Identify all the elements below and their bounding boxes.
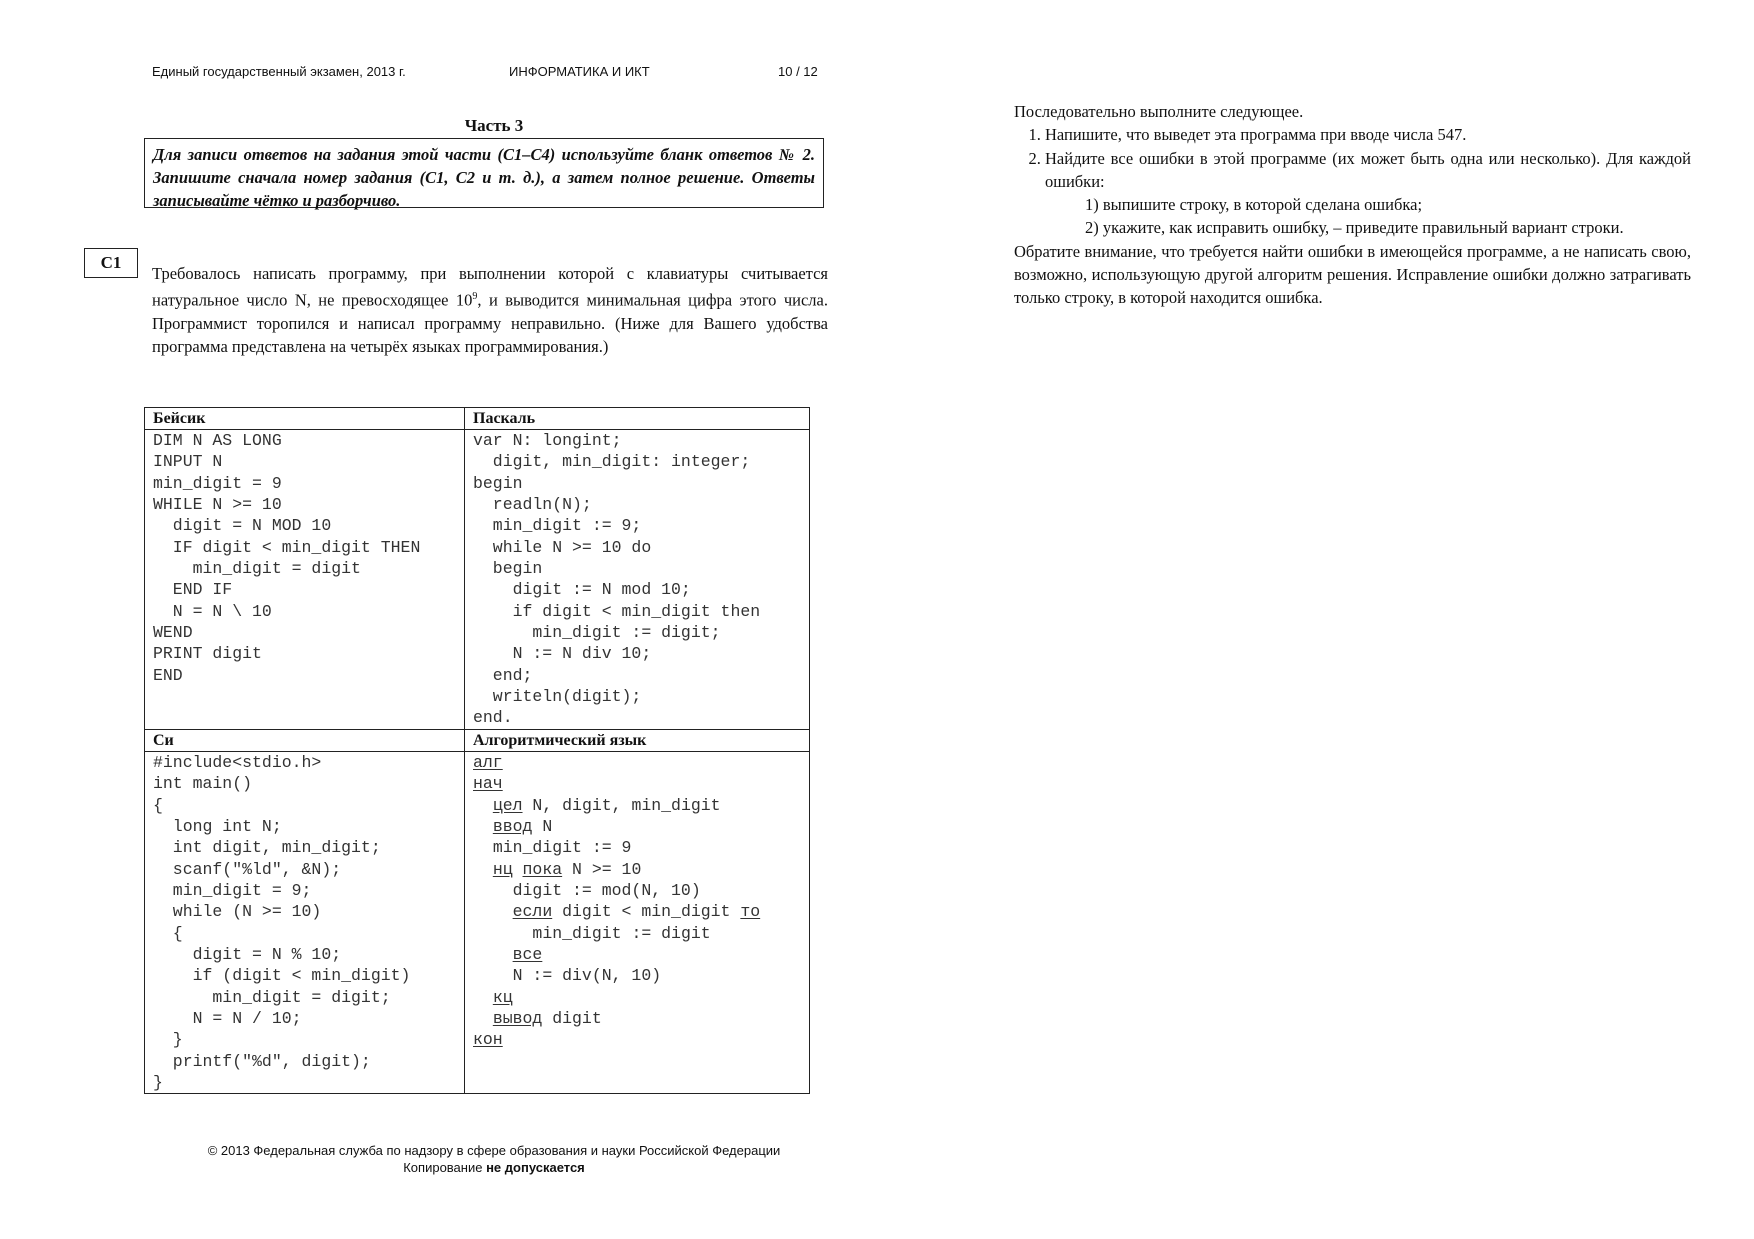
algo-code-line: если digit < min_digit то: [512, 902, 761, 922]
algo-code-line: цел N, digit, min_digit: [492, 795, 721, 815]
algo-code-line: [473, 988, 513, 1007]
algo-keyword: нц: [492, 859, 513, 879]
basic-code: DIM N AS LONG INPUT N min_digit = 9 WHILE N >= 10 digit = N MOD 10 IF digit < min_digit THEN min_digit = digit END IF N = N \ 10 WEND PRINT digit END: [153, 431, 421, 685]
right-note: Обратите внимание, что требуется найти ошибки в имеющейся программе, а не написать свою, возможно, использующую другой алгоритм решения. Исправление ошибки должно затрагивать только строку, в которой находится ошибка.: [1014, 241, 1691, 308]
footer: [150, 1142, 838, 1176]
part-title: Часть 3: [464, 116, 524, 135]
task-text-2: , и выводится минимальная цифра этого числа. Программист торопился и написал программу неправильно. (Ниже для Вашего удобства программа представлена на четырёх языках программирования.): [152, 290, 828, 357]
footer-copyright: © 2013 Федеральная служба по надзору в сфере образования и науки Российской Федерации: [207, 1143, 781, 1158]
algo-header: Алгоритмический язык: [465, 729, 810, 751]
algo-code-line: min_digit := digit: [532, 923, 711, 943]
algo-code: [473, 752, 809, 1051]
algo-keyword: то: [740, 902, 761, 922]
algo-keyword: кц: [492, 987, 513, 1007]
algo-code-line: [473, 945, 542, 964]
pascal-header: Паскаль: [465, 408, 810, 430]
algo-code-line: нц пока N >= 10: [492, 859, 642, 879]
algo-code-line: ввод N: [492, 816, 553, 836]
algo-keyword: цел: [492, 795, 523, 815]
substeps-list: [1085, 193, 1691, 240]
algo-keyword: нач: [473, 774, 503, 794]
algo-code-line: digit := mod(N, 10): [512, 880, 701, 900]
algo-keyword: все: [512, 944, 543, 964]
task-text-1: Требовалось написать программу, при выполнении которой с клавиатуры считывается натуральное число N, не превосходящее 10: [152, 264, 828, 310]
task-label: C1: [84, 248, 138, 278]
algo-code-line: вывод digit: [492, 1008, 602, 1028]
pascal-code: var N: longint; digit, min_digit: integer; begin readln(N); min_digit := 9; while N >= 10 do begin digit := N mod 10; if digit < min_digit then min_digit := digit; N := N div 10; end; writeln(digit); end.: [473, 431, 761, 728]
step-item: 1. Напишите, что выведет эта программа при вводе числа 547.: [1045, 123, 1691, 146]
substep-item: 1) выпишите строку, в которой сделана ошибка;: [1085, 195, 1423, 215]
algo-keyword: кон: [473, 1030, 503, 1050]
footer-copy-plain: Копирование: [403, 1160, 487, 1175]
algo-keyword: алг: [473, 752, 503, 772]
subject-title: ИНФОРМАТИКА И ИКТ: [509, 64, 650, 79]
footer-copy-notice: [150, 1159, 838, 1176]
algo-keyword: ввод: [492, 816, 533, 836]
code-table: [144, 407, 810, 1094]
algo-code-line: [473, 753, 503, 772]
algo-code-line: min_digit := 9: [492, 838, 632, 858]
exam-title: Единый государственный экзамен, 2013 г.: [152, 64, 406, 79]
task-power: 9: [472, 291, 478, 303]
algo-keyword: если: [512, 902, 553, 922]
step-text: Найдите все ошибки в этой программе (их может быть одна или несколько). Для каждой ошибки:: [1045, 148, 1691, 191]
algo-code-line: N := div(N, 10): [512, 966, 662, 986]
task-statement: [152, 262, 828, 359]
right-intro: Последовательно выполните следующее.: [1014, 102, 1304, 121]
steps-list: [1014, 123, 1691, 239]
footer-copy-bold: не допускается: [486, 1160, 585, 1175]
c-code: #include<stdio.h> int main() { long int N; int digit, min_digit; scanf("%ld", &N); min_digit = 9; while (N >= 10) { digit = N % 10; if (digit < min_digit) min_digit = digit; N = N / 10; } printf("%d", digit); }: [153, 752, 411, 1092]
right-column: [1014, 100, 1691, 310]
algo-code-line: [473, 1030, 503, 1049]
page-number: 10 / 12: [778, 64, 818, 79]
instructions-box: Для записи ответов на задания этой части (С1–С4) используйте бланк ответов № 2. Запишите сначала номер задания (С1, С2 и т. д.), а затем полное решение. Ответы записывайте чётко и разборчиво.: [144, 138, 824, 208]
algo-keyword: пока: [522, 859, 563, 879]
algo-code-line: [473, 774, 503, 793]
c-header: Си: [145, 729, 465, 751]
substep-item: 2) укажите, как исправить ошибку, – приведите правильный вариант строки.: [1085, 218, 1624, 238]
basic-header: Бейсик: [145, 408, 465, 430]
algo-keyword: вывод: [492, 1008, 543, 1028]
step-item: [1045, 147, 1691, 240]
